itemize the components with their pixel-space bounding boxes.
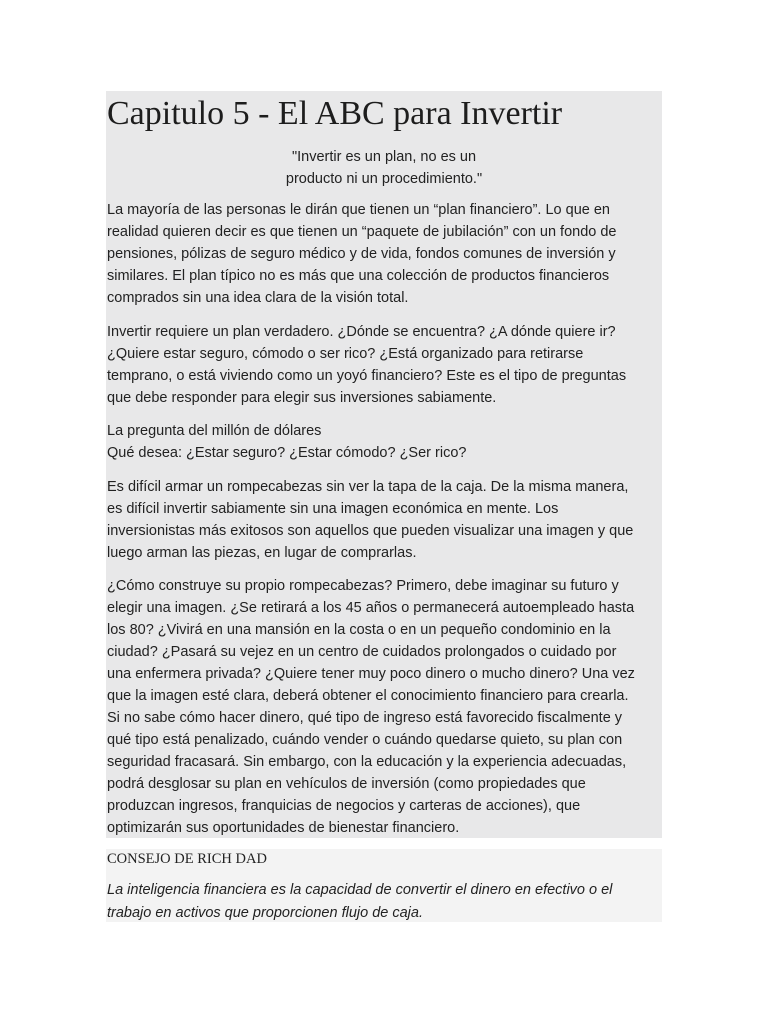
text-line: realidad quieren decir es que tienen un “paquete de jubilación” con un fondo de [107, 224, 617, 240]
text-line: La mayoría de las personas le dirán que tienen un “plan financiero”. Lo que en [107, 202, 610, 218]
text-line: similares. El plan típico no es más que una colección de productos financieros [107, 268, 610, 284]
text-line: ¿Cómo construye su propio rompecabezas? Primero, debe imaginar su futuro y [107, 578, 619, 594]
text-line: produzcan ingresos, franquicias de negocios y carteras de acciones), que [107, 798, 581, 814]
tip-text [107, 879, 659, 925]
text-line: inversionistas más exitosos son aquellos que pueden visualizar una imagen y que [107, 523, 634, 539]
text-line: es difícil invertir sabiamente sin una imagen económica en mente. Los [107, 501, 559, 517]
paragraph-real-plan [107, 321, 659, 409]
text-line: pensiones, pólizas de seguro médico y de vida, fondos comunes de inversión y [107, 246, 616, 262]
text-line: La pregunta del millón de dólares [107, 423, 322, 439]
chapter-epigraph [200, 146, 568, 190]
text-line: ciudad? ¿Pasará su vejez en un centro de cuidados prolongados o cuidado por [107, 644, 617, 660]
text-line: los 80? ¿Vivirá en una mansión en la costa o en un pequeño condominio en la [107, 622, 611, 638]
paragraph-million-question [107, 420, 659, 464]
epigraph-line: producto ni un procedimiento." [285, 171, 483, 187]
text-line: optimizarán sus oportunidades de bienestar financiero. [107, 820, 460, 836]
text-line: ¿Quiere estar seguro, cómodo o ser rico? ¿Está organizado para retirarse [107, 346, 584, 362]
text-line: que debe responder para elegir sus inversiones sabiamente. [107, 390, 497, 406]
paragraph-build-puzzle [107, 575, 659, 839]
text-line: trabajo en activos que proporcionen flujo de caja. [107, 905, 423, 921]
text-line: que la imagen esté clara, deberá obtener el conocimiento financiero para crearla. [107, 688, 629, 704]
text-line: Es difícil armar un rompecabezas sin ver la tapa de la caja. De la misma manera, [107, 479, 629, 495]
text-line: temprano, o está viviendo como un yoyó financiero? Este es el tipo de preguntas [107, 368, 627, 384]
text-line: podrá desglosar su plan en vehículos de inversión (como propiedades que [107, 776, 586, 792]
text-line: luego arman las piezas, en lugar de comprarlas. [107, 545, 417, 561]
tip-heading: CONSEJO DE RICH DAD [107, 851, 267, 867]
text-line: Si no sabe cómo hacer dinero, qué tipo de ingreso está favorecido fiscalmente y [107, 710, 623, 726]
text-line: comprados sin una idea clara de la visión total. [107, 290, 409, 306]
text-line: La inteligencia financiera es la capacidad de convertir el dinero en efectivo o el [107, 882, 613, 898]
paragraph-puzzle [107, 476, 659, 564]
text-line: una enfermera privada? ¿Quiere tener muy poco dinero o mucho dinero? Una vez [107, 666, 635, 682]
text-line: elegir una imagen. ¿Se retirará a los 45 años o permanecerá autoempleado hasta [107, 600, 635, 616]
text-line: Invertir requiere un plan verdadero. ¿Dónde se encuentra? ¿A dónde quiere ir? [107, 324, 616, 340]
text-line: Qué desea: ¿Estar seguro? ¿Estar cómodo? ¿Ser rico? [107, 445, 467, 461]
text-line: qué tipo está penalizado, cuándo vender o cuándo quedarse quieto, su plan con [107, 732, 623, 748]
epigraph-line: "Invertir es un plan, no es un [291, 149, 477, 165]
chapter-title: Capitulo 5 - El ABC para Invertir [107, 95, 563, 132]
paragraph-financial-plan [107, 199, 659, 309]
text-line: seguridad fracasará. Sin embargo, con la educación y la experiencia adecuadas, [107, 754, 627, 770]
